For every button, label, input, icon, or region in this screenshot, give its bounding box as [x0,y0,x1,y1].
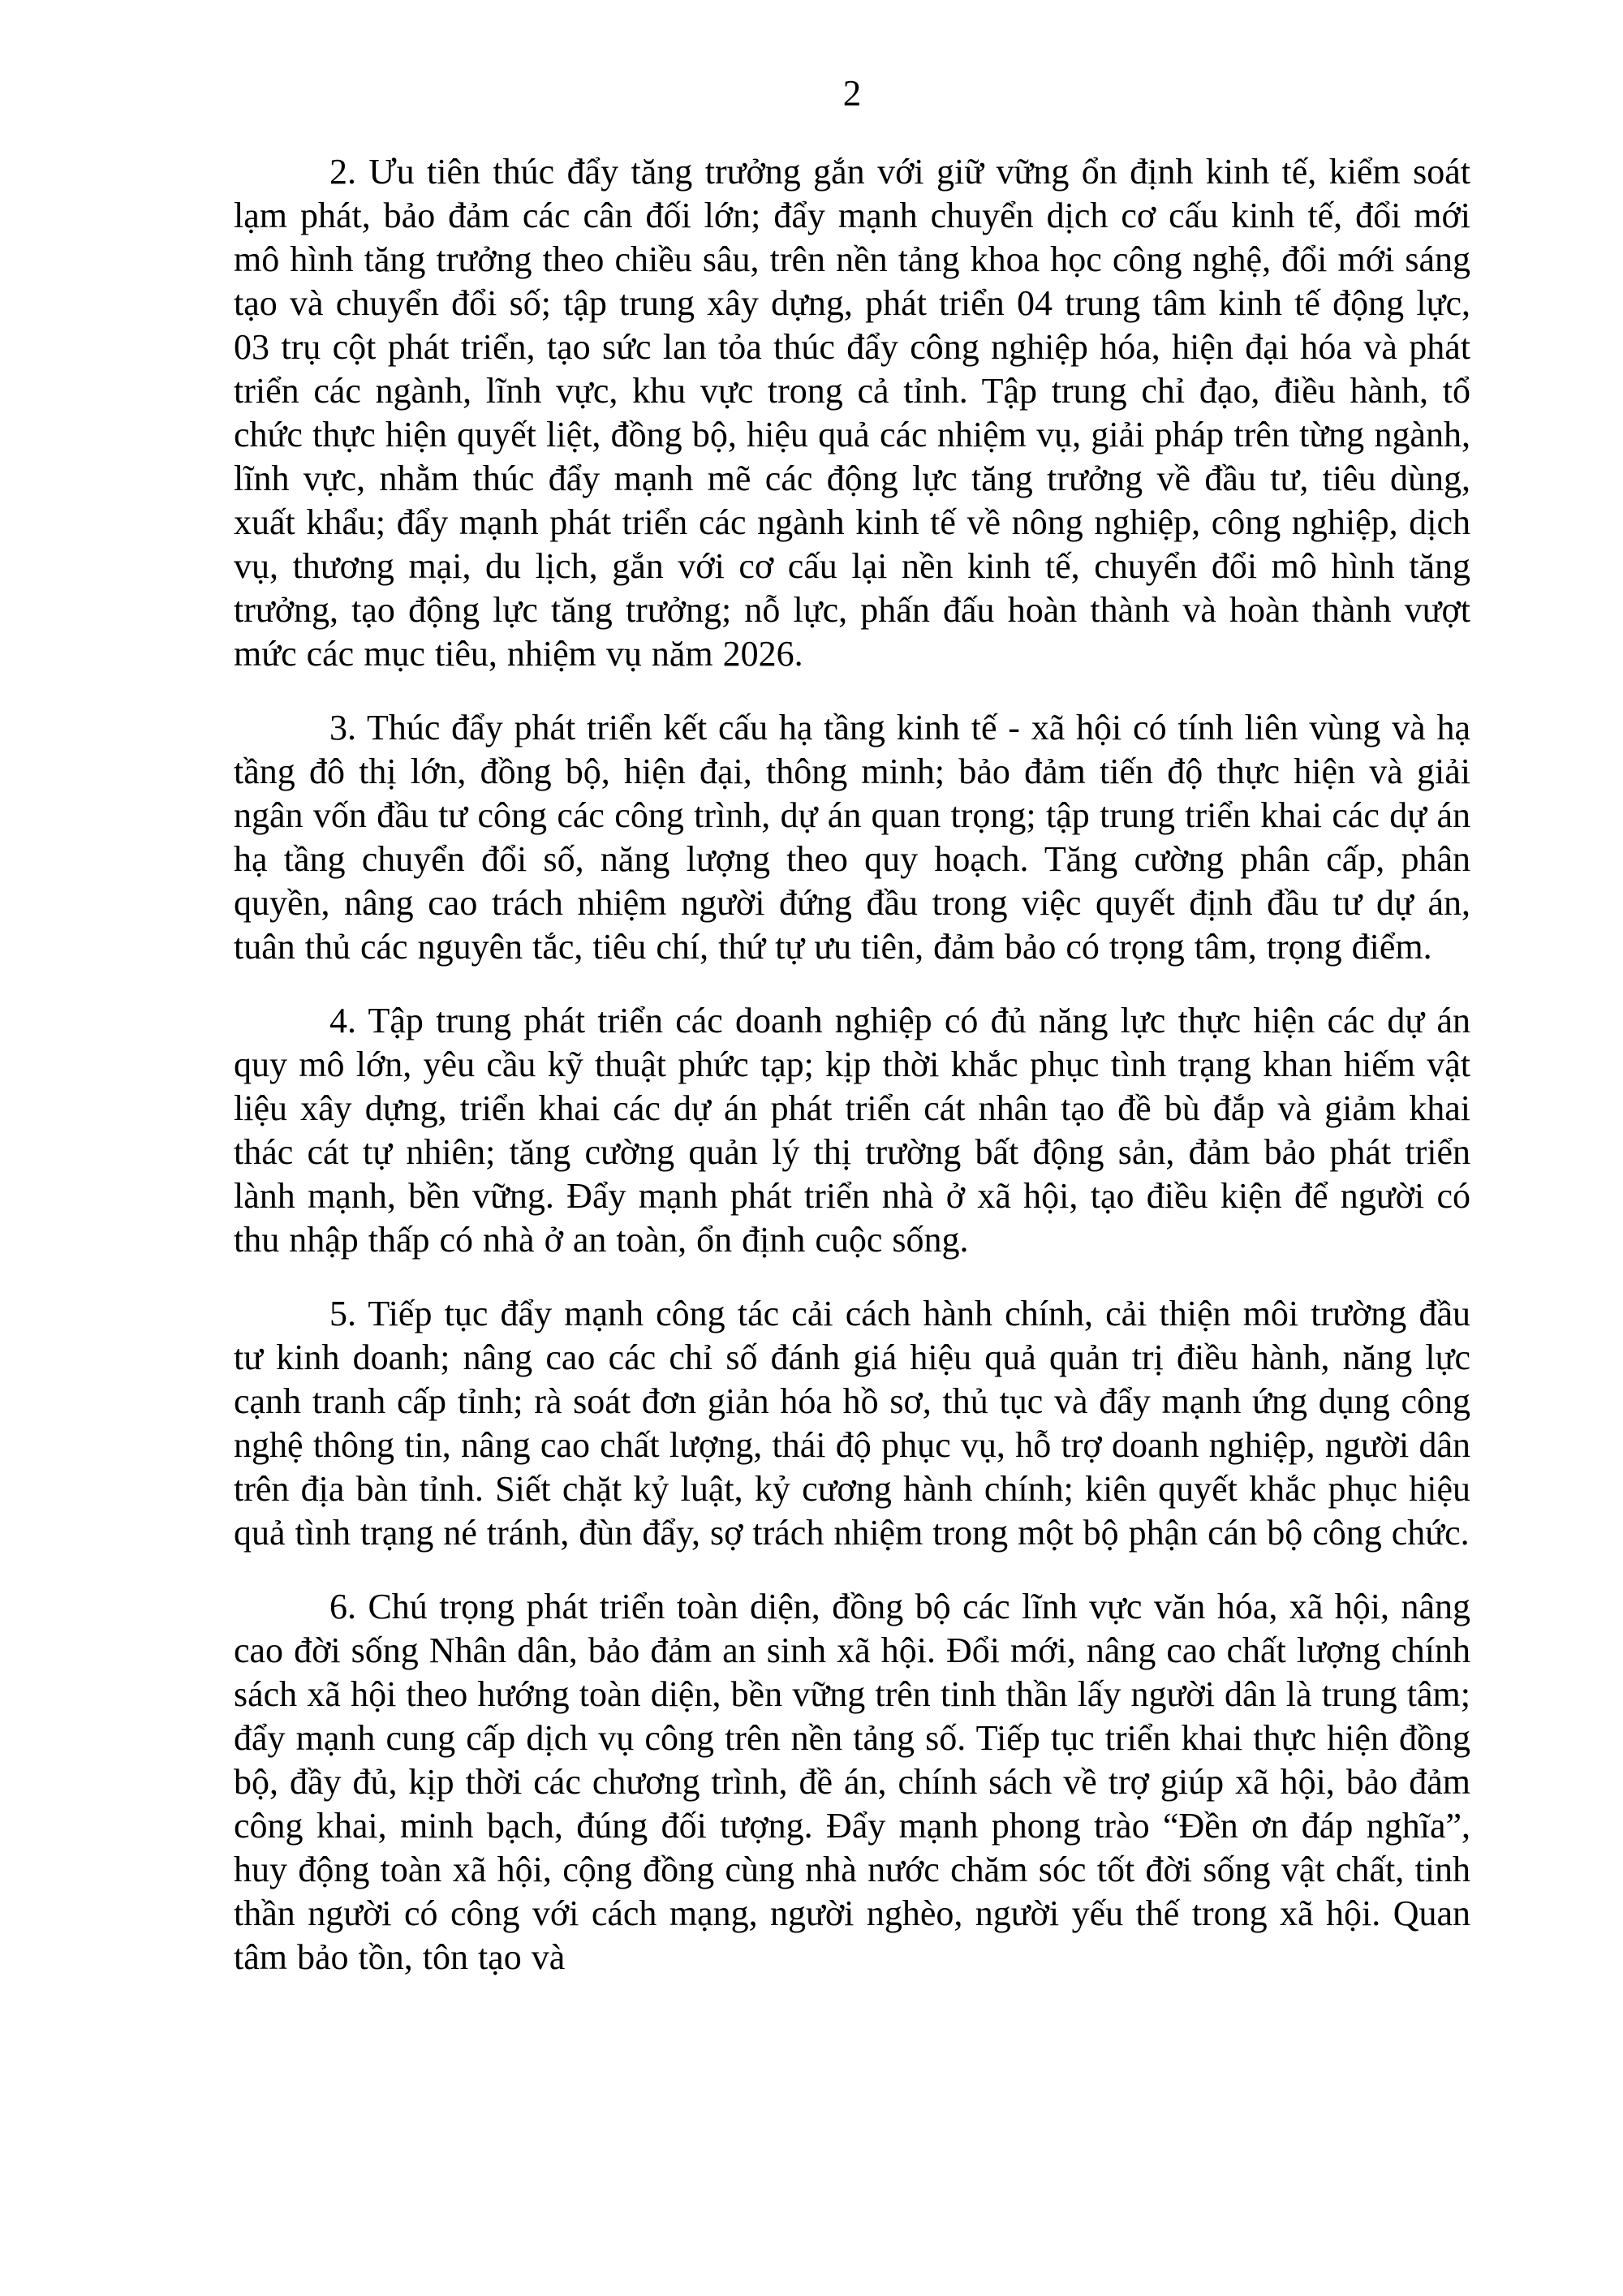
page-number: 2 [842,73,862,114]
document-body [234,150,1470,1979]
paragraph-3: 3. Thúc đẩy phát triển kết cấu hạ tầng kinh tế - xã hội có tính liên vùng và hạ tầng đô thị lớn, đồng bộ, hiện đại, thông minh; bảo đảm tiến độ thực hiện và giải ngân vốn đầu tư công các công trình, dự án quan trọng; tập trung triển khai các dự án hạ tầng chuyển đổi số, năng lượng theo quy hoạch. Tăng cường phân cấp, phân quyền, nâng cao trách nhiệm người đứng đầu trong việc quyết định đầu tư dự án, tuân thủ các nguyên tắc, tiêu chí, thứ tự ưu tiên, đảm bảo có trọng tâm, trọng điểm. [234,708,1470,967]
paragraph-2: 2. Ưu tiên thúc đẩy tăng trưởng gắn với giữ vững ổn định kinh tế, kiểm soát lạm phát, bảo đảm các cân đối lớn; đẩy mạnh chuyển dịch cơ cấu kinh tế, đổi mới mô hình tăng trưởng theo chiều sâu, trên nền tảng khoa học công nghệ, đổi mới sáng tạo và chuyển đổi số; tập trung xây dựng, phát triển 04 trung tâm kinh tế động lực, 03 trụ cột phát triển, tạo sức lan tỏa thúc đẩy công nghiệp hóa, hiện đại hóa và phát triển các ngành, lĩnh vực, khu vực trong cả tỉnh. Tập trung chỉ đạo, điều hành, tổ chức thực hiện quyết liệt, đồng bộ, hiệu quả các nhiệm vụ, giải pháp trên từng ngành, lĩnh vực, nhằm thúc đẩy mạnh mẽ các động lực tăng trưởng về đầu tư, tiêu dùng, xuất khẩu; đẩy mạnh phát triển các ngành kinh tế về nông nghiệp, công nghiệp, dịch vụ, thương mại, du lịch, gắn với cơ cấu lại nền kinh tế, chuyển đổi mô hình tăng trưởng, tạo động lực tăng trưởng; nỗ lực, phấn đấu hoàn thành và hoàn thành vượt mức các mục tiêu, nhiệm vụ năm 2026. [234,152,1470,674]
text-block [234,71,1470,1979]
paragraph-4: 4. Tập trung phát triển các doanh nghiệp có đủ năng lực thực hiện các dự án quy mô lớn, yêu cầu kỹ thuật phức tạp; kịp thời khắc phục tình trạng khan hiếm vật liệu xây dựng, triển khai các dự án phát triển cát nhân tạo đề bù đắp và giảm khai thác cát tự nhiên; tăng cường quản lý thị trường bất động sản, đảm bảo phát triển lành mạnh, bền vững. Đẩy mạnh phát triển nhà ở xã hội, tạo điều kiện để người có thu nhập thấp có nhà ở an toàn, ổn định cuộc sống. [234,1001,1470,1260]
paragraph-6: 6. Chú trọng phát triển toàn diện, đồng bộ các lĩnh vực văn hóa, xã hội, nâng cao đời sống Nhân dân, bảo đảm an sinh xã hội. Đổi mới, nâng cao chất lượng chính sách xã hội theo hướng toàn diện, bền vững trên tinh thần lấy người dân là trung tâm; đẩy mạnh cung cấp dịch vụ công trên nền tảng số. Tiếp tục triển khai thực hiện đồng bộ, đầy đủ, kịp thời các chương trình, đề án, chính sách về trợ giúp xã hội, bảo đảm công khai, minh bạch, đúng đối tượng. Đẩy mạnh phong trào “Đền ơn đáp nghĩa”, huy động toàn xã hội, cộng đồng cùng nhà nước chăm sóc tốt đời sống vật chất, tinh thần người có công với cách mạng, người nghèo, người yếu thế trong xã hội. Quan tâm bảo tồn, tôn tạo và [234,1587,1470,1977]
paragraph-5: 5. Tiếp tục đẩy mạnh công tác cải cách hành chính, cải thiện môi trường đầu tư kinh doanh; nâng cao các chỉ số đánh giá hiệu quả quản trị điều hành, năng lực cạnh tranh cấp tỉnh; rà soát đơn giản hóa hồ sơ, thủ tục và đẩy mạnh ứng dụng công nghệ thông tin, nâng cao chất lượng, thái độ phục vụ, hỗ trợ doanh nghiệp, người dân trên địa bàn tỉnh. Siết chặt kỷ luật, kỷ cương hành chính; kiên quyết khắc phục hiệu quả tình trạng né tránh, đùn đẩy, sợ trách nhiệm trong một bộ phận cán bộ công chức. [234,1294,1470,1553]
